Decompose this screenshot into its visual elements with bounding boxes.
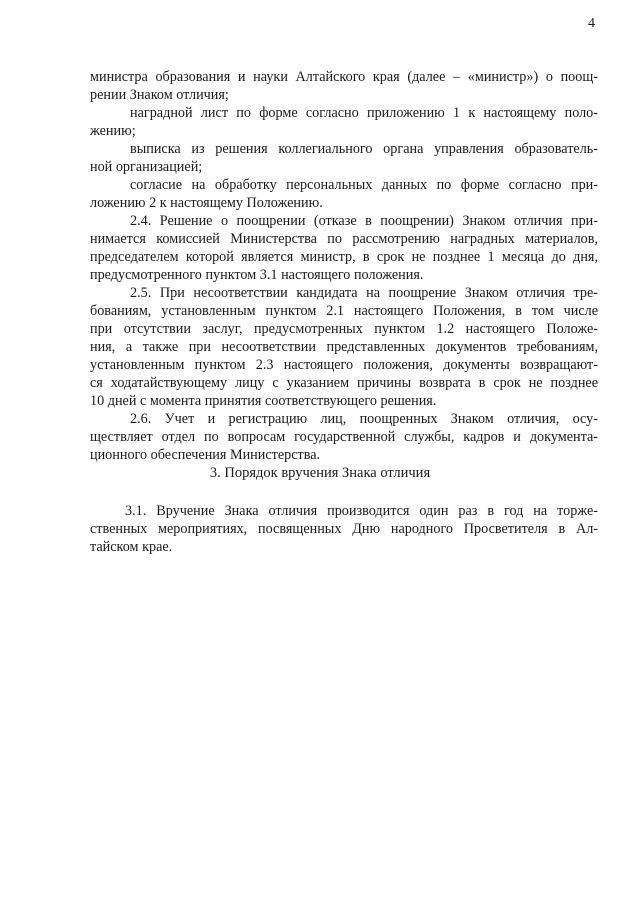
paragraph-2-4-line: 2.4. Решение о поощрении (отказе в поощрении) Знаком отличия при- bbox=[130, 213, 598, 229]
paragraph-2-4-line: председателем которой является министр, в срок не позднее 1 месяца до дня, bbox=[90, 249, 598, 265]
page-number: 4 bbox=[588, 16, 595, 31]
paragraph-2-4-line: нимается комиссией Министерства по рассмотрению наградных материалов, bbox=[90, 231, 598, 247]
paragraph-3-1-line: ственных мероприятиях, посвященных Дню народного Просветителя в Ал- bbox=[90, 521, 598, 537]
text-line: ной организацией; bbox=[90, 159, 203, 175]
paragraph-3-1-line: 3.1. Вручение Знака отличия производится один раз в год на торже- bbox=[125, 503, 598, 519]
paragraph-2-5-line: установленным пунктом 2.3 настоящего положения, документы возвращают- bbox=[90, 357, 598, 373]
paragraph-2-5-line: 2.5. При несоответствии кандидата на поощрение Знаком отличия тре- bbox=[130, 285, 598, 301]
text-line: жению; bbox=[90, 123, 136, 139]
text-line: министра образования и науки Алтайского края (далее – «министр») о поощ- bbox=[90, 69, 598, 85]
paragraph-2-5-line: бованиям, установленным пунктом 2.1 настоящего Положения, в том числе bbox=[90, 303, 598, 319]
paragraph-2-5-line: ния, а также при несоответствии представленных документов требованиям, bbox=[90, 339, 598, 355]
text-line: рении Знаком отличия; bbox=[90, 87, 229, 103]
list-item-line: согласие на обработку персональных данных по форме согласно при- bbox=[130, 177, 598, 193]
list-item-line: выписка из решения коллегиального органа управления образователь- bbox=[130, 141, 598, 157]
paragraph-2-6-line: 2.6. Учет и регистрацию лиц, поощренных Знаком отличия, осу- bbox=[130, 411, 598, 427]
paragraph-2-4-line: предусмотренного пунктом 3.1 настоящего положения. bbox=[90, 267, 424, 283]
section-heading: 3. Порядок вручения Знака отличия bbox=[209, 465, 431, 481]
paragraph-2-5-line: 10 дней с момента принятия соответствующего решения. bbox=[90, 393, 437, 409]
paragraph-3-1-line: тайском крае. bbox=[90, 539, 173, 555]
paragraph-2-6-line: ществляет отдел по вопросам государственной службы, кадров и документа- bbox=[90, 429, 598, 445]
text-line: ложению 2 к настоящему Положению. bbox=[90, 195, 323, 211]
paragraph-2-5-line: ся ходатайствующему лицу с указанием причины возврата в срок не позднее bbox=[90, 375, 598, 391]
list-item-line: наградной лист по форме согласно приложению 1 к настоящему поло- bbox=[130, 105, 598, 121]
paragraph-2-6-line: ционного обеспечения Министерства. bbox=[90, 447, 321, 463]
paragraph-2-5-line: при отсутствии заслуг, предусмотренных пунктом 1.2 настоящего Положе- bbox=[90, 321, 598, 337]
